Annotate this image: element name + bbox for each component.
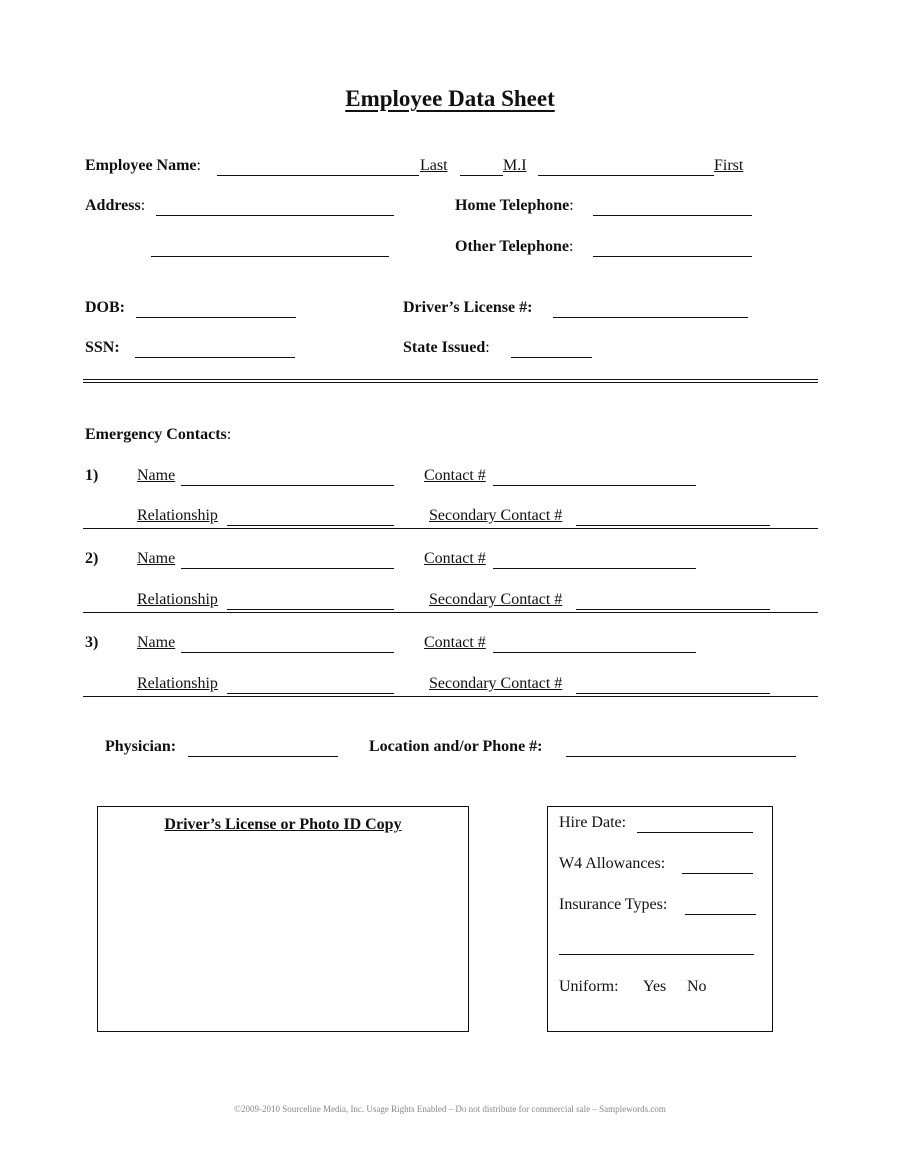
- copyright-footer: ©2009-2010 Sourceline Media, Inc. Usage Rights Enabled – Do not distribute for commercial sale – Samplewords.com: [234, 1104, 666, 1114]
- contact-1-relationship-field[interactable]: [227, 525, 394, 526]
- physician-field[interactable]: [188, 756, 338, 757]
- state-issued-field[interactable]: [511, 357, 592, 358]
- address-line-1-field[interactable]: [156, 215, 394, 216]
- contact-1-contact-label: Contact #: [424, 467, 486, 484]
- mi-field[interactable]: [460, 175, 503, 176]
- contact-1-secondary-label: Secondary Contact #: [429, 507, 563, 524]
- other-telephone-field[interactable]: [593, 256, 752, 257]
- contact-2-secondary-field[interactable]: [576, 609, 770, 610]
- home-telephone-field[interactable]: [593, 215, 752, 216]
- contact-3-number: 3): [85, 634, 99, 651]
- address-line-2-field[interactable]: [151, 256, 389, 257]
- contact-1-contact-field[interactable]: [493, 485, 696, 486]
- dob-field[interactable]: [136, 317, 296, 318]
- state-issued-label: State Issued:: [403, 339, 490, 356]
- ssn-field[interactable]: [135, 357, 295, 358]
- insurance-types-field-2[interactable]: [559, 954, 754, 955]
- drivers-license-field[interactable]: [553, 317, 748, 318]
- contact-2-number: 2): [85, 550, 99, 567]
- section-divider-top: [83, 379, 818, 380]
- contact-2-relationship-field[interactable]: [227, 609, 394, 610]
- uniform-label: Uniform:: [559, 978, 619, 995]
- address-label: Address:: [85, 197, 146, 214]
- home-telephone-label: Home Telephone:: [455, 197, 574, 214]
- contact-3-name-label: Name: [137, 634, 176, 651]
- last-name-field[interactable]: [217, 175, 419, 176]
- contact-1-relationship-label: Relationship: [137, 507, 218, 524]
- section-divider-bottom: [83, 382, 818, 383]
- contact-3-secondary-label: Secondary Contact #: [429, 675, 563, 692]
- contact-2-secondary-label: Secondary Contact #: [429, 591, 563, 608]
- drivers-license-label: Driver’s License #:: [403, 299, 533, 316]
- contact-1-number: 1): [85, 467, 99, 484]
- contact-2-contact-field[interactable]: [493, 568, 696, 569]
- contact-3-name-field[interactable]: [181, 652, 394, 653]
- contact-2-name-field[interactable]: [181, 568, 394, 569]
- contact-3-relationship-label: Relationship: [137, 675, 218, 692]
- w4-allowances-label: W4 Allowances:: [559, 855, 666, 872]
- w4-allowances-field[interactable]: [682, 873, 753, 874]
- location-phone-field[interactable]: [566, 756, 796, 757]
- mi-label: M.I: [503, 157, 527, 174]
- hire-date-field[interactable]: [637, 832, 753, 833]
- physician-label: Physician:: [105, 738, 177, 755]
- emergency-contacts-heading: Emergency Contacts:: [85, 426, 232, 443]
- contact-1-secondary-field[interactable]: [576, 525, 770, 526]
- contact-2-name-label: Name: [137, 550, 176, 567]
- location-phone-label: Location and/or Phone #:: [369, 738, 543, 755]
- insurance-types-label: Insurance Types:: [559, 896, 668, 913]
- insurance-types-field[interactable]: [685, 914, 756, 915]
- first-label: First: [714, 157, 744, 174]
- contact-1-name-field[interactable]: [181, 485, 394, 486]
- employee-name-label: Employee Name:: [85, 157, 201, 174]
- uniform-no-option[interactable]: No: [687, 978, 707, 995]
- contact-3-contact-field[interactable]: [493, 652, 696, 653]
- contact-2-divider: [83, 612, 818, 613]
- page-title: Employee Data Sheet: [345, 86, 555, 111]
- contact-3-relationship-field[interactable]: [227, 693, 394, 694]
- contact-2-contact-label: Contact #: [424, 550, 486, 567]
- contact-3-contact-label: Contact #: [424, 634, 486, 651]
- first-name-field[interactable]: [538, 175, 714, 176]
- other-telephone-label: Other Telephone:: [455, 238, 574, 255]
- contact-2-relationship-label: Relationship: [137, 591, 218, 608]
- ssn-label: SSN:: [85, 339, 120, 356]
- contact-3-secondary-field[interactable]: [576, 693, 770, 694]
- dob-label: DOB:: [85, 299, 125, 316]
- photo-id-heading: Driver’s License or Photo ID Copy: [164, 816, 402, 833]
- contact-1-name-label: Name: [137, 467, 176, 484]
- photo-id-box: [97, 806, 469, 1032]
- uniform-yes-option[interactable]: Yes: [643, 978, 667, 995]
- contact-1-divider: [83, 528, 818, 529]
- hire-date-label: Hire Date:: [559, 814, 627, 831]
- contact-3-divider: [83, 696, 818, 697]
- last-label: Last: [420, 157, 448, 174]
- hr-info-box: [547, 806, 773, 1032]
